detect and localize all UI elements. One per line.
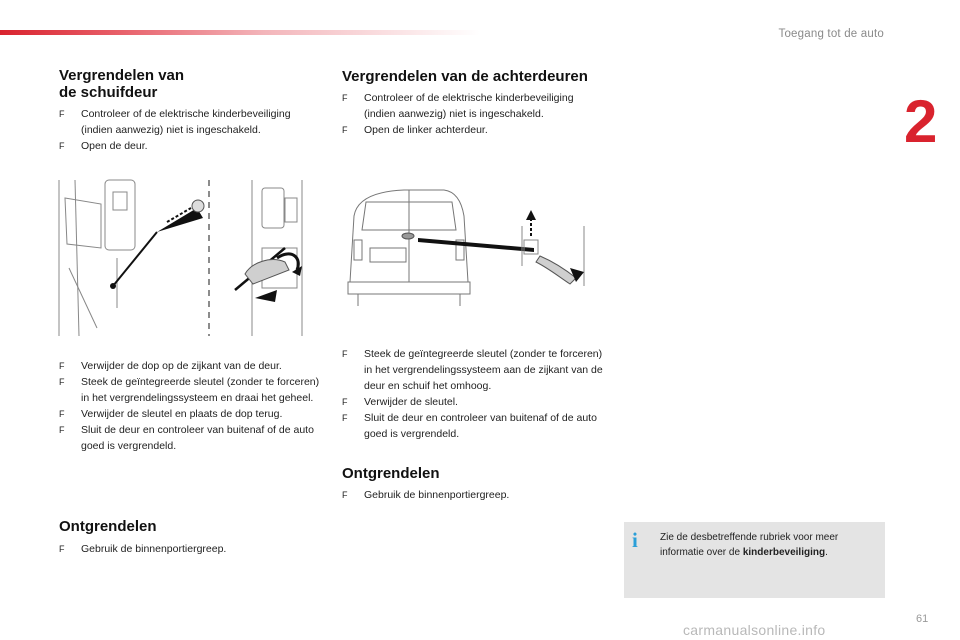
list-item: F Gebruik de binnenportiergreep. bbox=[59, 543, 227, 555]
bullet-icon: F bbox=[59, 361, 65, 371]
list-item: F Verwijder de sleutel en plaats de dop terug. bbox=[59, 408, 283, 420]
bullet-icon: F bbox=[59, 109, 65, 119]
left-intro-list bbox=[59, 106, 321, 154]
list-item: F Verwijder de dop op de zijkant van de deur. bbox=[59, 360, 282, 372]
info-bold-term: kinderbeveiliging bbox=[742, 547, 826, 558]
list-item: F Steek de geïntegreerde sleutel (zonder te forceren) in het vergrendelingssysteem en draai het geheel. bbox=[59, 376, 320, 404]
left-title-line2: de schuifdeur bbox=[59, 84, 158, 101]
chapter-number: 2 bbox=[904, 88, 938, 155]
rear-door-lock-illustration bbox=[344, 186, 594, 310]
bullet-icon: F bbox=[342, 490, 348, 500]
bullet-icon: F bbox=[342, 413, 348, 423]
bullet-icon: F bbox=[59, 409, 65, 419]
right-intro-list bbox=[342, 90, 604, 138]
list-item: F Controleer of de elektrische kinderbeveiliging (indien aanwezig) niet is ingeschakeld. bbox=[342, 92, 574, 120]
bullet-icon: F bbox=[59, 377, 65, 387]
right-unlock-list bbox=[342, 487, 604, 503]
sliding-door-lock-illustration bbox=[57, 178, 315, 336]
info-text: Zie de desbetreffende rubriek voor meer informatie over de kinderbeveiliging. bbox=[660, 532, 839, 558]
bullet-icon: F bbox=[59, 141, 65, 151]
section-title: Toegang tot de auto bbox=[778, 28, 884, 40]
left-title bbox=[59, 67, 184, 101]
right-title: Vergrendelen van de achterdeuren bbox=[342, 68, 588, 85]
left-steps-list bbox=[59, 358, 323, 454]
bullet-icon: F bbox=[342, 349, 348, 359]
watermark: carmanualsonline.info bbox=[683, 622, 826, 638]
right-unlock-title: Ontgrendelen bbox=[342, 465, 440, 482]
bullet-icon: F bbox=[59, 544, 65, 554]
info-box bbox=[624, 522, 885, 598]
list-item: F Open de linker achterdeur. bbox=[342, 124, 488, 136]
list-item: F Verwijder de sleutel. bbox=[342, 396, 458, 408]
left-title-line1: Vergrendelen van bbox=[59, 67, 185, 84]
list-item: F Gebruik de binnenportiergreep. bbox=[342, 489, 510, 501]
bullet-icon: F bbox=[342, 397, 348, 407]
bullet-icon: F bbox=[342, 93, 348, 103]
list-item: F Open de deur. bbox=[59, 140, 148, 152]
info-icon: i bbox=[632, 528, 638, 552]
right-steps-list bbox=[342, 346, 604, 442]
list-item: F Sluit de deur en controleer van buitenaf of de auto goed is vergrendeld. bbox=[342, 412, 597, 440]
bullet-icon: F bbox=[59, 425, 65, 435]
left-unlock-list bbox=[59, 541, 321, 557]
list-item: F Controleer of de elektrische kinderbeveiliging (indien aanwezig) niet is ingeschakeld. bbox=[59, 108, 291, 136]
list-item: F Steek de geïntegreerde sleutel (zonder te forceren) in het vergrendelingssysteem aan de zijkant van de deur en schuif het omhoog. bbox=[342, 348, 603, 392]
page-number: 61 bbox=[916, 613, 929, 625]
list-item: F Sluit de deur en controleer van buitenaf of de auto goed is vergrendeld. bbox=[59, 424, 314, 452]
bullet-icon: F bbox=[342, 125, 348, 135]
left-unlock-title: Ontgrendelen bbox=[59, 518, 157, 535]
header-accent-bar bbox=[0, 30, 480, 35]
